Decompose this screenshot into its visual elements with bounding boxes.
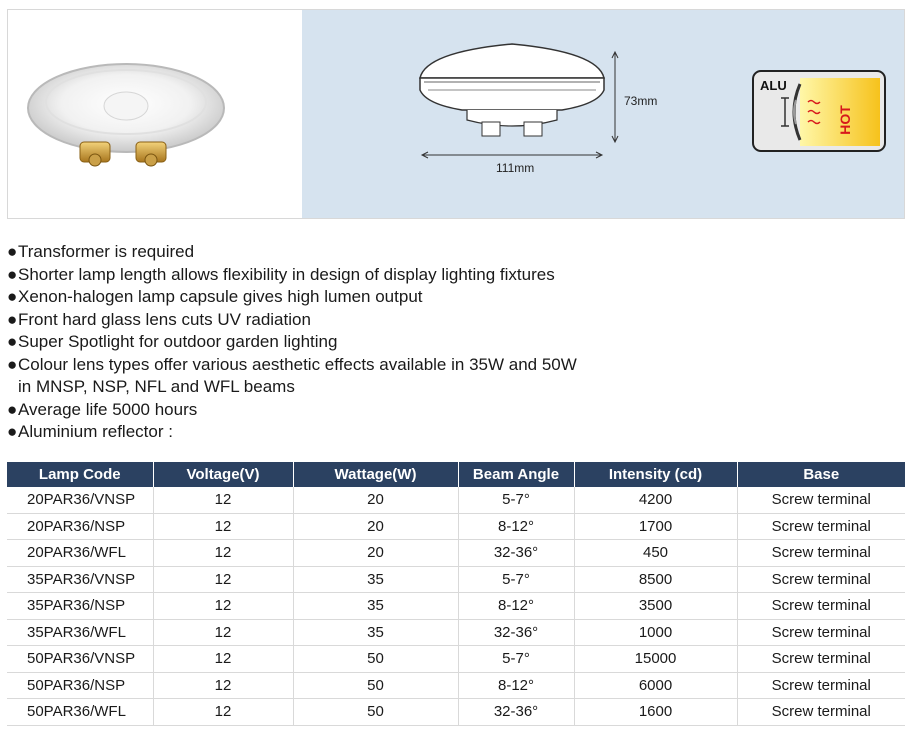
- base-cell: Screw terminal: [737, 619, 905, 646]
- alu-label: ALU: [760, 78, 787, 93]
- hot-label: HOT: [836, 105, 853, 135]
- wattage-cell: 20: [293, 513, 458, 540]
- lamp-code-cell: 50PAR36/VNSP: [7, 646, 153, 673]
- wattage-cell: 35: [293, 566, 458, 593]
- feature-text: Transformer is required: [18, 242, 195, 261]
- table-row: [7, 566, 905, 593]
- column-header-wattage: Wattage(W): [293, 462, 458, 487]
- table-row: [7, 513, 905, 540]
- lamp-code-cell: 35PAR36/VNSP: [7, 566, 153, 593]
- base-cell: Screw terminal: [737, 593, 905, 620]
- feature-text: Average life 5000 hours: [18, 399, 198, 419]
- feature-text: Colour lens types offer various aesthetic effects available in 35W and 50W: [18, 354, 577, 374]
- beam-angle-cell: 5-7°: [458, 566, 574, 593]
- table-header-row: [7, 462, 905, 487]
- width-dimension-label: 111mm: [496, 161, 535, 175]
- column-header-base: Base: [737, 462, 905, 487]
- feature-item-continuation: [7, 376, 577, 399]
- feature-text: Front hard glass lens cuts UV radiation: [18, 309, 311, 329]
- feature-text: Super Spotlight for outdoor garden lighting: [18, 332, 338, 351]
- wattage-cell: 20: [293, 487, 458, 513]
- feature-text: Aluminium reflector :: [18, 422, 173, 441]
- intensity-cell: 1600: [574, 699, 737, 726]
- feature-item: [7, 421, 577, 444]
- lamp-photo: [8, 10, 302, 218]
- wattage-cell: 50: [293, 699, 458, 726]
- height-dimension-label: 73mm: [624, 94, 658, 108]
- bullet-icon: ●: [7, 309, 18, 329]
- table-row: [7, 699, 905, 726]
- voltage-cell: 12: [153, 593, 293, 620]
- spec-table: [7, 462, 905, 726]
- column-header-lamp-code: Lamp Code: [7, 462, 153, 487]
- beam-angle-cell: 8-12°: [458, 672, 574, 699]
- base-cell: Screw terminal: [737, 699, 905, 726]
- feature-item: [7, 241, 577, 264]
- table-body: [7, 487, 905, 725]
- base-cell: Screw terminal: [737, 646, 905, 673]
- intensity-cell: 6000: [574, 672, 737, 699]
- beam-angle-cell: 8-12°: [458, 513, 574, 540]
- feature-list: [7, 241, 577, 444]
- bullet-icon: ●: [7, 242, 18, 261]
- feature-item: [7, 264, 577, 287]
- intensity-cell: 8500: [574, 566, 737, 593]
- intensity-cell: 1700: [574, 513, 737, 540]
- table-row: [7, 540, 905, 567]
- beam-angle-cell: 32-36°: [458, 540, 574, 567]
- beam-angle-cell: 32-36°: [458, 619, 574, 646]
- voltage-cell: 12: [153, 513, 293, 540]
- product-hero: [7, 9, 905, 219]
- bullet-icon: ●: [7, 354, 18, 374]
- voltage-cell: 12: [153, 672, 293, 699]
- table-row: [7, 487, 905, 513]
- lamp-code-cell: 50PAR36/WFL: [7, 699, 153, 726]
- base-cell: Screw terminal: [737, 540, 905, 567]
- beam-angle-cell: 5-7°: [458, 487, 574, 513]
- bullet-icon: ●: [7, 287, 18, 306]
- wattage-cell: 20: [293, 540, 458, 567]
- voltage-cell: 12: [153, 699, 293, 726]
- table-row: [7, 646, 905, 673]
- wattage-cell: 35: [293, 619, 458, 646]
- lamp-photo-image: [8, 10, 302, 218]
- intensity-cell: 15000: [574, 646, 737, 673]
- dimension-drawing: [302, 10, 904, 218]
- base-cell: Screw terminal: [737, 566, 905, 593]
- base-cell: Screw terminal: [737, 672, 905, 699]
- bullet-icon: ●: [7, 422, 18, 441]
- voltage-cell: 12: [153, 619, 293, 646]
- intensity-cell: 1000: [574, 619, 737, 646]
- feature-item: [7, 331, 577, 354]
- feature-text: Xenon-halogen lamp capsule gives high lumen output: [18, 287, 423, 306]
- voltage-cell: 12: [153, 487, 293, 513]
- table-row: [7, 593, 905, 620]
- wattage-cell: 50: [293, 672, 458, 699]
- base-cell: Screw terminal: [737, 513, 905, 540]
- feature-item: [7, 354, 577, 377]
- wattage-cell: 35: [293, 593, 458, 620]
- beam-angle-cell: 32-36°: [458, 699, 574, 726]
- voltage-cell: 12: [153, 540, 293, 567]
- feature-text: Shorter lamp length allows flexibility in design of display lighting fixtures: [18, 264, 555, 284]
- wattage-cell: 50: [293, 646, 458, 673]
- bullet-icon: ●: [7, 332, 18, 351]
- intensity-cell: 4200: [574, 487, 737, 513]
- intensity-cell: 450: [574, 540, 737, 567]
- intensity-cell: 3500: [574, 593, 737, 620]
- beam-angle-cell: 8-12°: [458, 593, 574, 620]
- bullet-icon: ●: [7, 399, 18, 419]
- lamp-code-cell: 20PAR36/VNSP: [7, 487, 153, 513]
- feature-item: [7, 399, 577, 422]
- bullet-icon: ●: [7, 264, 18, 284]
- lamp-code-cell: 20PAR36/NSP: [7, 513, 153, 540]
- voltage-cell: 12: [153, 646, 293, 673]
- lamp-code-cell: 50PAR36/NSP: [7, 672, 153, 699]
- column-header-voltage: Voltage(V): [153, 462, 293, 487]
- column-header-beam-angle: Beam Angle: [458, 462, 574, 487]
- column-header-intensity: Intensity (cd): [574, 462, 737, 487]
- beam-angle-cell: 5-7°: [458, 646, 574, 673]
- base-cell: Screw terminal: [737, 487, 905, 513]
- voltage-cell: 12: [153, 566, 293, 593]
- feature-text: in MNSP, NSP, NFL and WFL beams: [18, 377, 295, 396]
- feature-item: [7, 309, 577, 332]
- lamp-code-cell: 35PAR36/WFL: [7, 619, 153, 646]
- lamp-code-cell: 35PAR36/NSP: [7, 593, 153, 620]
- table-row: [7, 672, 905, 699]
- table-row: [7, 619, 905, 646]
- feature-item: [7, 286, 577, 309]
- lamp-code-cell: 20PAR36/WFL: [7, 540, 153, 567]
